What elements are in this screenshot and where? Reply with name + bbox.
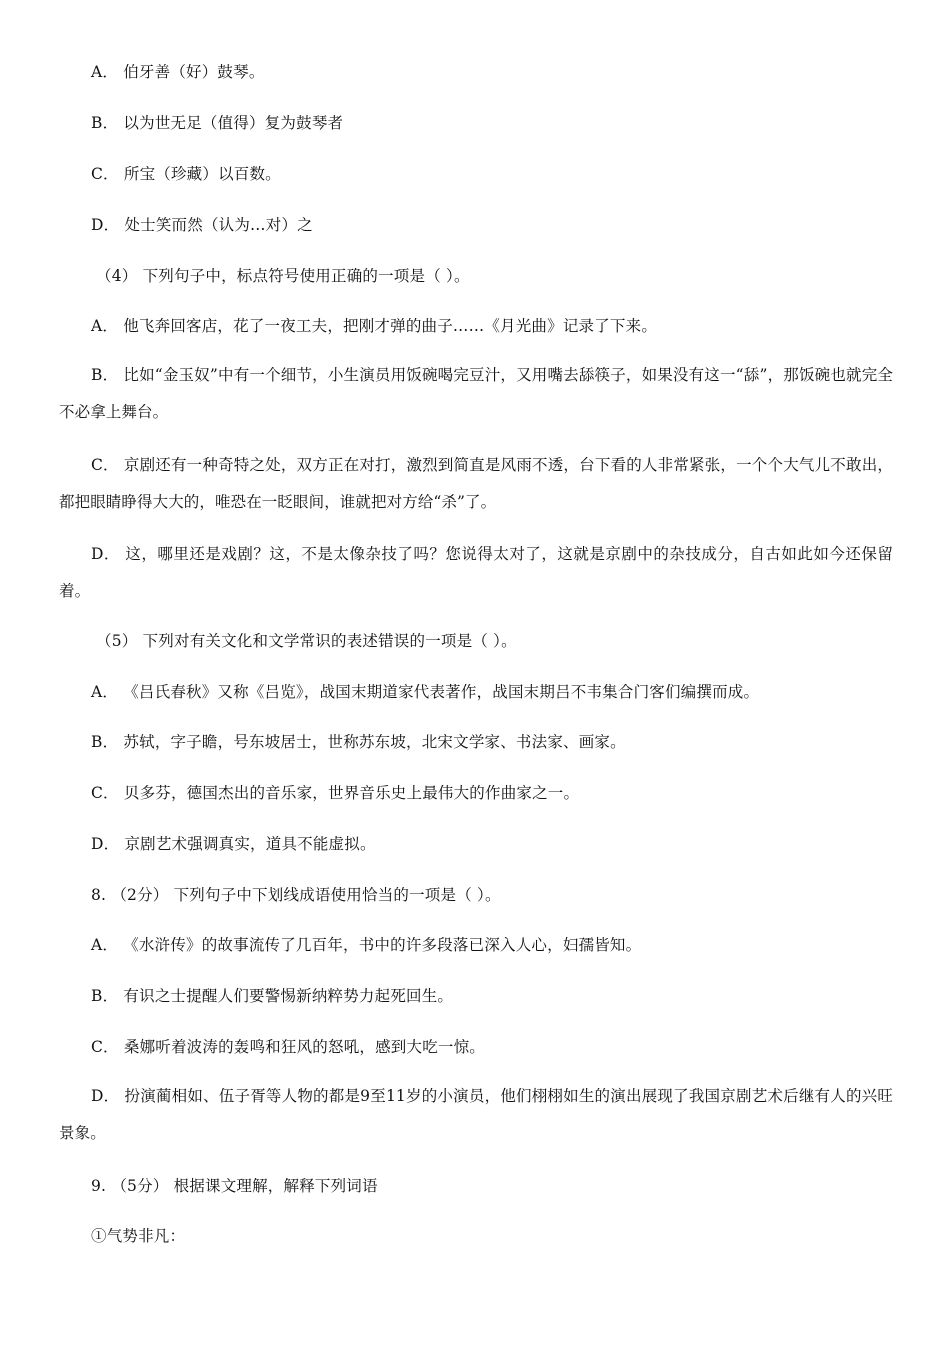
q3-option-b: B． 以为世无足（值得）复为鼓琴者 bbox=[91, 114, 344, 132]
q8-option-b: B． 有识之士提醒人们要警惕新纳粹势力起死回生。 bbox=[91, 987, 454, 1005]
q4-option-b: B． 比如“金玉奴”中有一个细节，小生演员用饭碗喝完豆汁，又用嘴去舔筷子，如果没有这一“舔”，那饭碗也就完全不必拿上舞台。 bbox=[59, 366, 893, 421]
q8-option-c: C． 桑娜听着波涛的轰鸣和狂风的怒吼，感到大吃一惊。 bbox=[91, 1038, 485, 1056]
q4-option-a: A． 他飞奔回客店，花了一夜工夫，把刚才弹的曲子……《月光曲》记录了下来。 bbox=[91, 317, 658, 335]
q9-item-1: ①气势非凡： bbox=[91, 1227, 186, 1245]
q5-stem: （5） 下列对有关文化和文学常识的表述错误的一项是（ ）。 bbox=[96, 632, 517, 650]
q4-option-c: C． 京剧还有一种奇特之处，双方正在对打，激烈到简直是风雨不透，台下看的人非常紧张，一个个大气儿不敢出，都把眼睛睁得大大的，唯恐在一眨眼间，谁就把对方给“杀”了。 bbox=[59, 456, 893, 511]
q3-option-c: C． 所宝（珍藏）以百数。 bbox=[91, 165, 281, 183]
q3-option-d: D． 处士笑而然（认为…对）之 bbox=[91, 216, 313, 234]
q4-option-d: D． 这，哪里还是戏剧？这，不是太像杂技了吗？您说得太对了，这就是京剧中的杂技成分，自古如此如今还保留着。 bbox=[59, 545, 893, 600]
q5-option-c: C． 贝多芬，德国杰出的音乐家，世界音乐史上最伟大的作曲家之一。 bbox=[91, 784, 580, 802]
q8-option-d: D． 扮演蔺相如、伍子胥等人物的都是9至11岁的小演员，他们栩栩如生的演出展现了我国京剧艺术后继有人的兴旺景象。 bbox=[59, 1087, 893, 1142]
q3-option-a: A． 伯牙善（好）鼓琴。 bbox=[91, 63, 265, 81]
q8-option-a: A． 《水浒传》的故事流传了几百年，书中的许多段落已深入人心，妇孺皆知。 bbox=[91, 936, 642, 954]
q8-stem: 8. （2分） 下列句子中下划线成语使用恰当的一项是（ ）。 bbox=[91, 886, 501, 904]
q5-option-a: A． 《吕氏春秋》又称《吕览》，战国末期道家代表著作，战国末期吕不韦集合门客们编撰而成。 bbox=[91, 683, 760, 701]
q9-stem: 9. （5分） 根据课文理解，解释下列词语 bbox=[91, 1177, 378, 1195]
q5-option-d: D． 京剧艺术强调真实，道具不能虚拟。 bbox=[91, 835, 376, 853]
q4-stem: （4） 下列句子中，标点符号使用正确的一项是（ ）。 bbox=[96, 267, 470, 285]
q5-option-b: B． 苏轼，字子瞻，号东坡居士，世称苏东坡，北宋文学家、书法家、画家。 bbox=[91, 733, 626, 751]
